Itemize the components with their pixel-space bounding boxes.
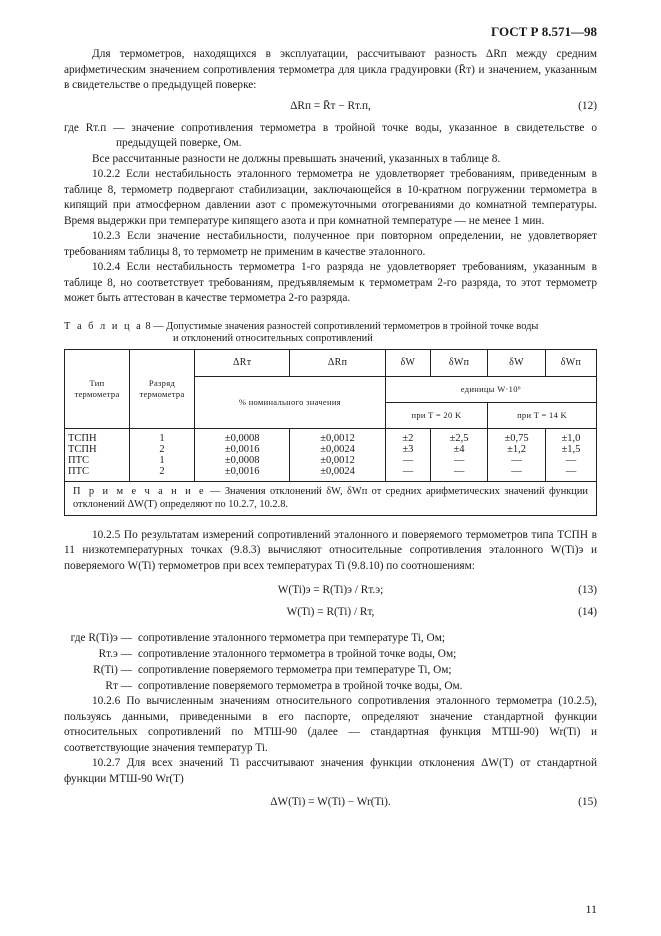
where-description: сопротивление поверяемого термометра в тройной точке воды, Ом. <box>138 680 463 692</box>
table-cell-dW20-1: ±2 <box>402 432 414 444</box>
table-cell-dWp14-1: ±1,0 <box>561 432 581 444</box>
table-cell-dWp20-3: — <box>453 454 465 466</box>
formula-14-number: (14) <box>578 606 597 618</box>
col-drt-cell <box>195 428 290 481</box>
table-8-caption <box>64 321 597 346</box>
table-cell-rank-3: 1 <box>159 454 165 466</box>
where-symbol: R(Ti) — <box>93 664 132 676</box>
table-note <box>65 481 597 515</box>
table-cell-dW20-2: ±3 <box>402 443 414 455</box>
table-cell-type-2: ТСПН <box>68 443 97 455</box>
formula-13-number: (13) <box>578 584 597 596</box>
header-percent: % номинального значения <box>195 376 386 428</box>
table-caption-line2: и отклонений относительных сопротивлений <box>173 333 373 344</box>
table-cell-dRp-2: ±0,0024 <box>320 443 355 455</box>
where-item <box>64 678 597 694</box>
where-list <box>64 630 597 694</box>
col-dwp14-cell <box>545 428 596 481</box>
table-cell-type-4: ПТС <box>68 465 89 477</box>
formula-13 <box>64 583 597 599</box>
where-description: сопротивление поверяемого термометра при температуре Ti, Ом; <box>138 664 452 676</box>
table-cell-dRt-4: ±0,0016 <box>224 465 260 477</box>
table-caption-line1: 8 — Допустимые значения разностей сопротивлений термометров в тройной точке воды <box>145 320 539 332</box>
table-cell-dWp20-2: ±4 <box>453 443 465 455</box>
table-cell-rank-2: 2 <box>159 443 165 455</box>
table-cell-dW14-3: — <box>511 454 522 466</box>
table-data-row <box>65 428 597 481</box>
col-rank-cell <box>130 428 195 481</box>
where-item <box>64 662 597 678</box>
header-units: единицы W·10⁶ <box>385 376 596 402</box>
where-description: сопротивление эталонного термометра в тройной точке воды, Ом; <box>138 648 457 660</box>
formula-15-number: (15) <box>578 796 597 808</box>
table-cell-dW14-4: — <box>511 465 522 477</box>
table-cell-dW14-2: ±1,2 <box>507 443 526 455</box>
paragraph-10-2-7: 10.2.7 Для всех значений Ti рассчитывают значения функции отклонения ΔW(T) от стандартной функции МТШ-90 Wr(T) <box>64 757 597 785</box>
where-item <box>64 646 597 662</box>
table-cell-dRp-4: ±0,0024 <box>320 465 355 477</box>
paragraph-10-2-2: 10.2.2 Если нестабильность эталонного термометра не удовлетворяет требованиям, приведенным в таблице 8, термометр подвергают стабилизации, заключающейся в 10-кратном погружении термометра в кипящий при атмосферном давлении азот с промежуточными отогреваниями до комнатной температуры. Время выдержки при температуре кипящего азота и при комнатной температуре — не менее 1 мин. <box>64 168 597 227</box>
formula-13-expression: W(Ti)э = R(Ti)э / Rт.э; <box>277 584 384 596</box>
page-number: 11 <box>585 902 597 916</box>
header-t14: при T = 14 K <box>488 402 597 428</box>
table-cell-dW20-3: — <box>402 454 414 466</box>
where-symbol: Rт — <box>105 680 132 692</box>
table-label: Т а б л и ц а <box>64 320 143 332</box>
header-delta-rp: ΔRп <box>290 349 385 376</box>
table-cell-dWp20-4: — <box>453 465 465 477</box>
table-cell-dRp-1: ±0,0012 <box>320 432 355 444</box>
col-dw20-cell <box>385 428 430 481</box>
formula-15 <box>64 795 597 811</box>
header-dw-20: δW <box>385 349 430 376</box>
table-cell-dW14-1: ±0,75 <box>504 432 529 444</box>
where-symbol: где R(Ti)э — <box>70 632 132 644</box>
standard-header: ГОСТ Р 8.571—98 <box>491 24 597 39</box>
paragraph-10-2-4: 10.2.4 Если нестабильность термометра 1-го разряда не удовлетворяет требованиям, указанным в таблице 8, но соответствует требованиям, предъявляемым к термометрам 2-го разряда, то этот термометр может быть аттестован в качестве термометра 2-го разряда. <box>64 261 597 304</box>
header-type: Тип термометра <box>65 349 130 428</box>
page-content <box>64 47 597 817</box>
table-cell-dRt-2: ±0,0016 <box>224 443 260 455</box>
header-t20: при T = 20 K <box>385 402 487 428</box>
header-dwp-14: δWп <box>545 349 596 376</box>
header-delta-rt: ΔRт <box>195 349 290 376</box>
col-drp-cell <box>290 428 385 481</box>
note-label: П р и м е ч а н и е <box>73 485 206 497</box>
table-8 <box>64 349 597 516</box>
where-symbol: Rт.э — <box>98 648 132 660</box>
col-dwp20-cell <box>431 428 488 481</box>
table-cell-type-3: ПТС <box>68 454 89 466</box>
table-cell-dW20-4: — <box>402 465 414 477</box>
table-cell-dWp20-1: ±2,5 <box>449 432 469 444</box>
table-cell-dWp14-2: ±1,5 <box>561 443 581 455</box>
formula-12-number: (12) <box>578 99 597 112</box>
table-cell-dWp14-3: — <box>565 454 577 466</box>
table-cell-dRp-3: ±0,0012 <box>320 454 355 466</box>
table-cell-dRt-3: ±0,0008 <box>224 454 260 466</box>
where-item <box>64 630 597 646</box>
paragraph-10-2-6: 10.2.6 По вычисленным значениям относительного сопротивления эталонного термометра (10.2.5), пользуясь данными, приведенными в его паспорте, определяют значение стандартной функции относительных сопротивлений по МТШ-90 (далее — стандартная функция МТШ-90) Wr(Ti) и соответствующие значения температур Ti. <box>64 695 597 754</box>
header-dw-14: δW <box>488 349 546 376</box>
paragraph-all-differences: Все рассчитанные разности не должны превышать значений, указанных в таблице 8. <box>92 152 501 165</box>
formula-12 <box>64 99 597 115</box>
col-type-cell <box>65 428 130 481</box>
formula-14 <box>64 605 597 621</box>
table-cell-rank-1: 1 <box>159 432 165 444</box>
col-dw14-cell <box>488 428 546 481</box>
where-12: где Rт.п — значение сопротивления термометра в тройной точке воды, указанное в свидетельстве о предыдущей поверке, Ом. <box>64 121 597 149</box>
where-description: сопротивление эталонного термометра при температуре Ti, Ом; <box>138 632 445 644</box>
table-cell-dWp14-4: — <box>565 465 577 477</box>
header-dwp-20: δWп <box>431 349 488 376</box>
paragraph-10-2-3: 10.2.3 Если значение нестабильности, полученное при повторном определении, не удовлетворяет требованиям таблицы 8, то термометр не применим в качестве эталонного. <box>64 230 597 258</box>
paragraph-intro: Для термометров, находящихся в эксплуатации, рассчитывают разность ΔRп между средним арифметическим значением сопротивления термометра для цикла градуировки (R̄т) и значением, указанным в свидетельстве о предыдущей поверке: <box>64 48 597 91</box>
note-text: — Значения отклонений δW, δWп от средних арифметических значений функции отклонений ΔW(T) определяют по 10.2.7, 10.2.8. <box>73 485 588 510</box>
table-cell-dRt-1: ±0,0008 <box>224 432 260 444</box>
paragraph-10-2-5: 10.2.5 По результатам измерений сопротивлений эталонного и поверяемого термометров типа ТСПН в 11 низкотемпературных точках (9.8.3) вычисляют относительные сопротивления эталонного W(Ti)э и поверяемого W(Ti) термометров при всех температурах Ti (9.8.10) по соотношениям: <box>64 528 597 572</box>
formula-15-expression: ΔW(Ti) = W(Ti) − Wr(Ti). <box>270 796 391 808</box>
header-rank: Разряд термометра <box>130 349 195 428</box>
formula-14-expression: W(Ti) = R(Ti) / Rт, <box>286 606 375 618</box>
table-cell-type-1: ТСПН <box>68 432 97 444</box>
table-cell-rank-4: 2 <box>159 465 165 477</box>
formula-12-expression: ΔRп = R̄т − Rт.п, <box>290 99 371 112</box>
